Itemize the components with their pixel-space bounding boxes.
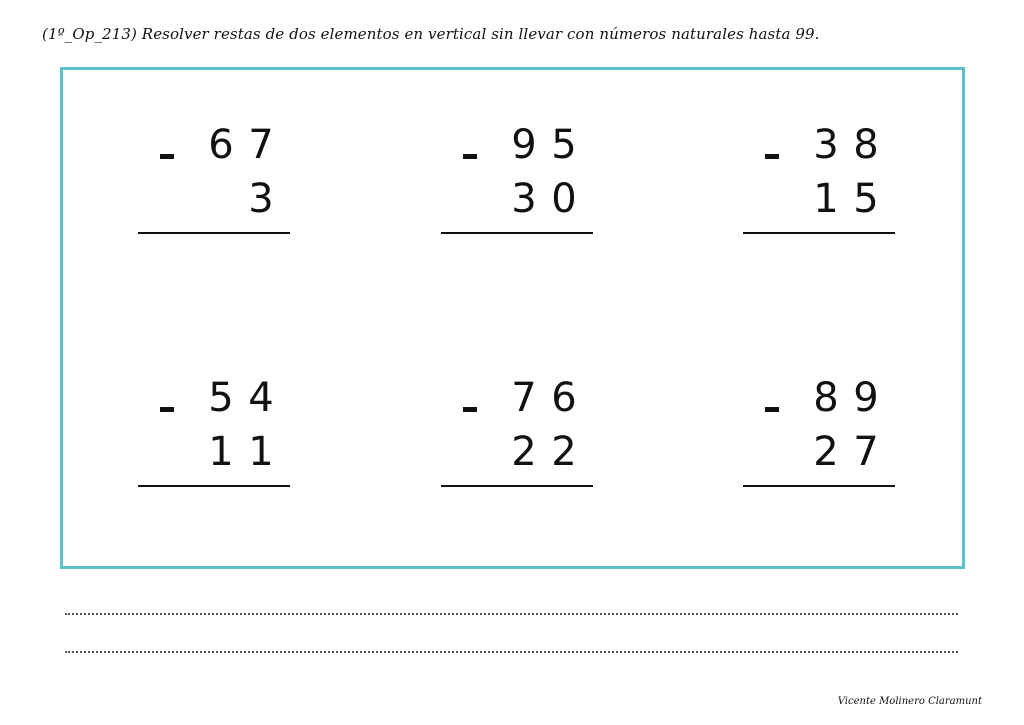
subtraction-problem-1	[138, 122, 298, 242]
minuend-tens-digit: 7	[511, 375, 537, 421]
subtrahend-units-digit: 3	[248, 176, 274, 222]
minuend-units-digit: 5	[551, 122, 577, 168]
minus-sign	[463, 154, 477, 159]
subtrahend-row	[188, 429, 288, 475]
minuend-units-digit: 4	[248, 375, 274, 421]
exercise-frame	[60, 67, 965, 569]
minuend-row	[793, 375, 893, 421]
subtraction-problem-5	[441, 375, 601, 495]
subtrahend-units-digit: 2	[551, 429, 577, 475]
subtrahend-units-digit: 5	[853, 176, 879, 222]
minuend-row	[491, 122, 591, 168]
minuend-units-digit: 9	[853, 375, 879, 421]
result-line	[743, 232, 895, 234]
result-line	[138, 485, 290, 487]
subtraction-problem-6	[743, 375, 903, 495]
answer-line-2[interactable]	[65, 651, 958, 653]
minuend-tens-digit: 9	[511, 122, 537, 168]
subtrahend-tens-digit: 2	[813, 429, 839, 475]
minuend-tens-digit: 8	[813, 375, 839, 421]
answer-line-1[interactable]	[65, 613, 958, 615]
subtraction-problem-3	[743, 122, 903, 242]
minus-sign	[463, 407, 477, 412]
subtrahend-row	[793, 176, 893, 222]
author-credit: Vicente Molinero Claramunt	[837, 696, 982, 707]
minuend-row	[491, 375, 591, 421]
subtrahend-tens-digit: 1	[813, 176, 839, 222]
minuend-row	[793, 122, 893, 168]
minuend-tens-digit: 5	[208, 375, 234, 421]
subtrahend-units-digit: 7	[853, 429, 879, 475]
result-line	[138, 232, 290, 234]
subtrahend-row	[491, 176, 591, 222]
worksheet-title: (1º_Op_213) Resolver restas de dos elementos en vertical sin llevar con números naturales hasta 99.	[42, 25, 820, 43]
result-line	[743, 485, 895, 487]
minus-sign	[160, 154, 174, 159]
minuend-units-digit: 8	[853, 122, 879, 168]
subtrahend-tens-digit: 1	[208, 429, 234, 475]
subtrahend-row	[793, 429, 893, 475]
minuend-units-digit: 7	[248, 122, 274, 168]
minuend-tens-digit: 6	[208, 122, 234, 168]
result-line	[441, 232, 593, 234]
subtrahend-row	[491, 429, 591, 475]
minuend-tens-digit: 3	[813, 122, 839, 168]
subtrahend-row	[188, 176, 288, 222]
minus-sign	[765, 154, 779, 159]
minuend-row	[188, 375, 288, 421]
subtraction-problem-2	[441, 122, 601, 242]
minus-sign	[765, 407, 779, 412]
subtrahend-units-digit: 0	[551, 176, 577, 222]
subtrahend-tens-digit: 3	[511, 176, 537, 222]
minuend-units-digit: 6	[551, 375, 577, 421]
subtrahend-units-digit: 1	[248, 429, 274, 475]
subtrahend-tens-digit: 2	[511, 429, 537, 475]
minuend-row	[188, 122, 288, 168]
minus-sign	[160, 407, 174, 412]
subtraction-problem-4	[138, 375, 298, 495]
result-line	[441, 485, 593, 487]
